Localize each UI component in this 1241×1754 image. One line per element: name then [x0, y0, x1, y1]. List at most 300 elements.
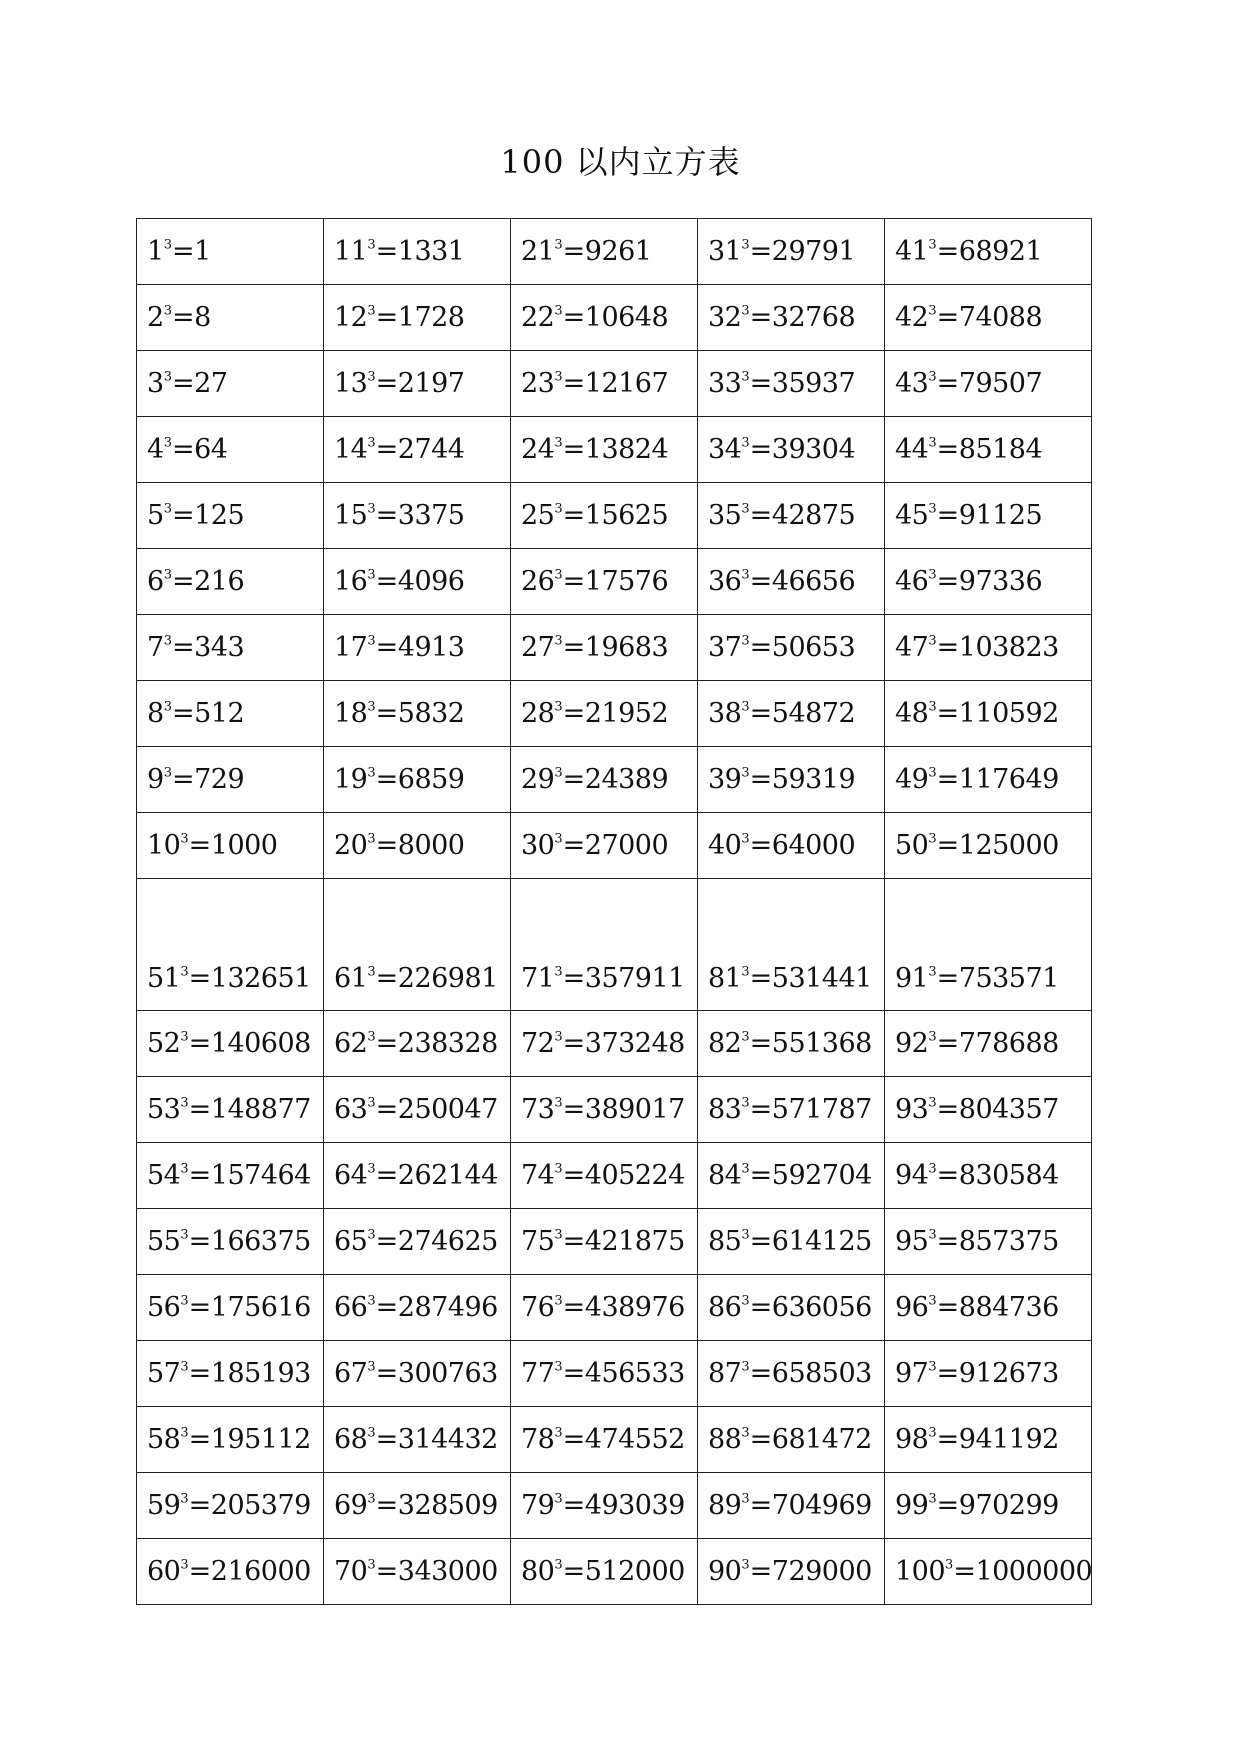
cube-value: 531441 [771, 963, 872, 994]
cube-cell: $30^3=27000$ [511, 813, 698, 879]
cube-value: 343000 [397, 1556, 498, 1587]
cube-value: 1 [194, 236, 211, 267]
cube-exponent: 3 [928, 369, 937, 385]
cube-cell: $20^3=8000$ [324, 813, 511, 879]
cube-value: 5832 [397, 698, 465, 729]
cube-cell: $68^3=314432$ [324, 1407, 511, 1473]
cube-exponent: 3 [180, 1161, 189, 1177]
cube-value: 4913 [397, 632, 465, 663]
cube-base: 24 [521, 434, 555, 465]
cube-exponent: 3 [554, 1425, 563, 1441]
cube-cell: $2^3=8$ [137, 285, 324, 351]
cube-value: 3375 [397, 500, 465, 531]
cube-value: 59319 [771, 764, 856, 795]
cube-exponent: 3 [741, 1227, 750, 1243]
cube-cell: $95^3=857375$ [885, 1209, 1092, 1275]
cube-exponent: 3 [554, 1359, 563, 1375]
cube-cell: $80^3=512000$ [511, 1539, 698, 1605]
cube-cell: $17^3=4913$ [324, 615, 511, 681]
cube-value: 300763 [397, 1358, 498, 1389]
cube-exponent: 3 [928, 303, 937, 319]
table-row [137, 1209, 1092, 1275]
cube-value: 1000000 [975, 1556, 1093, 1587]
cube-value: 551368 [771, 1028, 872, 1059]
cube-table-body [137, 219, 1092, 1605]
cube-base: 84 [708, 1160, 742, 1191]
cube-exponent: 3 [554, 1227, 563, 1243]
cube-exponent: 3 [180, 1491, 189, 1507]
cube-base: 69 [334, 1490, 368, 1521]
cube-value: 778688 [958, 1028, 1059, 1059]
cube-cell: $70^3=343000$ [324, 1539, 511, 1605]
cube-base: 8 [147, 698, 164, 729]
cube-cell: $3^3=27$ [137, 351, 324, 417]
cube-cell: $1^3=1$ [137, 219, 324, 285]
cube-exponent: 3 [741, 633, 750, 649]
cube-cell: $24^3=13824$ [511, 417, 698, 483]
cube-cell: $35^3=42875$ [698, 483, 885, 549]
cube-value: 1000 [210, 830, 278, 861]
cube-value: 357911 [584, 963, 685, 994]
cube-exponent: 3 [367, 1359, 376, 1375]
table-row [137, 1341, 1092, 1407]
cube-value: 140608 [210, 1028, 311, 1059]
cube-exponent: 3 [163, 699, 172, 715]
cube-base: 55 [147, 1226, 181, 1257]
cube-exponent: 3 [554, 1161, 563, 1177]
cube-cell: $12^3=1728$ [324, 285, 511, 351]
table-row [137, 615, 1092, 681]
cube-value: 250047 [397, 1094, 498, 1125]
cube-cell: $57^3=185193$ [137, 1341, 324, 1407]
cube-cell: $18^3=5832$ [324, 681, 511, 747]
cube-cell: $8^3=512$ [137, 681, 324, 747]
cube-cell: $27^3=19683$ [511, 615, 698, 681]
cube-cell: $26^3=17576$ [511, 549, 698, 615]
cube-exponent: 3 [928, 1029, 937, 1045]
cube-cell: $87^3=658503$ [698, 1341, 885, 1407]
cube-exponent: 3 [180, 964, 189, 980]
cube-value: 24389 [584, 764, 669, 795]
cube-exponent: 3 [741, 1029, 750, 1045]
cube-cell: $34^3=39304$ [698, 417, 885, 483]
cube-cell: $55^3=166375$ [137, 1209, 324, 1275]
cube-base: 98 [895, 1424, 929, 1455]
cube-cell: $9^3=729$ [137, 747, 324, 813]
cube-cell: $92^3=778688$ [885, 1011, 1092, 1077]
cube-exponent: 3 [554, 964, 563, 980]
cube-exponent: 3 [928, 435, 937, 451]
cube-base: 99 [895, 1490, 929, 1521]
cube-exponent: 3 [741, 369, 750, 385]
cube-exponent: 3 [180, 1029, 189, 1045]
cube-cell: $71^3=357911$ [511, 879, 698, 1011]
cube-exponent: 3 [928, 237, 937, 253]
cube-exponent: 3 [928, 1227, 937, 1243]
cube-cell: $47^3=103823$ [885, 615, 1092, 681]
cube-value: 21952 [584, 698, 669, 729]
cube-base: 48 [895, 698, 929, 729]
cube-base: 52 [147, 1028, 181, 1059]
cube-cell: $56^3=175616$ [137, 1275, 324, 1341]
cube-cell: $5^3=125$ [137, 483, 324, 549]
table-row [137, 285, 1092, 351]
cube-base: 42 [895, 302, 929, 333]
cube-exponent: 3 [554, 1293, 563, 1309]
cube-cell: $50^3=125000$ [885, 813, 1092, 879]
cube-exponent: 3 [928, 501, 937, 517]
table-row [137, 1077, 1092, 1143]
cube-value: 1728 [397, 302, 465, 333]
cube-base: 31 [708, 236, 742, 267]
cube-value: 636056 [771, 1292, 872, 1323]
cube-base: 92 [895, 1028, 929, 1059]
cube-base: 47 [895, 632, 929, 663]
cube-cell: $52^3=140608$ [137, 1011, 324, 1077]
cube-base: 65 [334, 1226, 368, 1257]
cube-base: 53 [147, 1094, 181, 1125]
cube-base: 5 [147, 500, 164, 531]
cube-value: 216000 [210, 1556, 311, 1587]
cube-value: 110592 [958, 698, 1059, 729]
cube-exponent: 3 [928, 1425, 937, 1441]
cube-value: 74088 [958, 302, 1043, 333]
cube-base: 82 [708, 1028, 742, 1059]
cube-base: 25 [521, 500, 555, 531]
cube-exponent: 3 [928, 1491, 937, 1507]
cube-cell: $72^3=373248$ [511, 1011, 698, 1077]
cube-value: 421875 [584, 1226, 685, 1257]
cube-value: 9261 [584, 236, 652, 267]
cube-exponent: 3 [367, 1161, 376, 1177]
cube-exponent: 3 [945, 1557, 954, 1573]
cube-exponent: 3 [163, 303, 172, 319]
cube-value: 216 [194, 566, 245, 597]
cube-exponent: 3 [741, 435, 750, 451]
cube-base: 15 [334, 500, 368, 531]
cube-value: 343 [194, 632, 245, 663]
cube-value: 592704 [771, 1160, 872, 1191]
cube-base: 46 [895, 566, 929, 597]
cube-value: 704969 [771, 1490, 872, 1521]
cube-base: 76 [521, 1292, 555, 1323]
cube-value: 941192 [958, 1424, 1059, 1455]
cube-cell: $64^3=262144$ [324, 1143, 511, 1209]
cube-value: 658503 [771, 1358, 872, 1389]
cube-cell: $58^3=195112$ [137, 1407, 324, 1473]
cube-base: 37 [708, 632, 742, 663]
cube-exponent: 3 [367, 501, 376, 517]
cube-value: 804357 [958, 1094, 1059, 1125]
cube-exponent: 3 [367, 1557, 376, 1573]
cube-cell: $79^3=493039$ [511, 1473, 698, 1539]
cube-cell: $31^3=29791$ [698, 219, 885, 285]
cube-cell: $28^3=21952$ [511, 681, 698, 747]
cube-base: 23 [521, 368, 555, 399]
cube-exponent: 3 [741, 237, 750, 253]
cube-cell: $62^3=238328$ [324, 1011, 511, 1077]
cube-base: 45 [895, 500, 929, 531]
cube-exponent: 3 [741, 567, 750, 583]
table-row [137, 549, 1092, 615]
cube-value: 830584 [958, 1160, 1059, 1191]
cube-base: 73 [521, 1094, 555, 1125]
cube-base: 29 [521, 764, 555, 795]
table-row [137, 219, 1092, 285]
cube-value: 857375 [958, 1226, 1059, 1257]
cube-exponent: 3 [928, 1293, 937, 1309]
cube-cell: $22^3=10648$ [511, 285, 698, 351]
cube-base: 81 [708, 963, 742, 994]
cube-cell: $97^3=912673$ [885, 1341, 1092, 1407]
cube-cell: $89^3=704969$ [698, 1473, 885, 1539]
cube-exponent: 3 [741, 303, 750, 319]
cube-exponent: 3 [367, 831, 376, 847]
cube-cell: $4^3=64$ [137, 417, 324, 483]
cube-exponent: 3 [180, 1227, 189, 1243]
cube-exponent: 3 [367, 633, 376, 649]
cube-cell: $7^3=343$ [137, 615, 324, 681]
cube-exponent: 3 [367, 567, 376, 583]
cube-base: 83 [708, 1094, 742, 1125]
cube-value: 125000 [958, 830, 1059, 861]
cube-cell: $32^3=32768$ [698, 285, 885, 351]
cube-base: 39 [708, 764, 742, 795]
cube-base: 17 [334, 632, 368, 663]
cube-exponent: 3 [741, 1425, 750, 1441]
cube-exponent: 3 [928, 633, 937, 649]
cube-value: 314432 [397, 1424, 498, 1455]
table-row [137, 1539, 1092, 1605]
cube-base: 62 [334, 1028, 368, 1059]
cube-exponent: 3 [928, 1359, 937, 1375]
cube-value: 1331 [397, 236, 465, 267]
table-row [137, 879, 1092, 1011]
cube-value: 19683 [584, 632, 669, 663]
cube-exponent: 3 [741, 1557, 750, 1573]
cube-cell: $69^3=328509$ [324, 1473, 511, 1539]
cube-value: 571787 [771, 1094, 872, 1125]
cube-cell: $94^3=830584$ [885, 1143, 1092, 1209]
cube-base: 3 [147, 368, 164, 399]
cube-exponent: 3 [180, 1425, 189, 1441]
cube-base: 75 [521, 1226, 555, 1257]
cube-base: 95 [895, 1226, 929, 1257]
cube-base: 88 [708, 1424, 742, 1455]
cube-base: 50 [895, 830, 929, 861]
cube-base: 86 [708, 1292, 742, 1323]
cube-base: 49 [895, 764, 929, 795]
cube-cell: $43^3=79507$ [885, 351, 1092, 417]
cube-cell: $91^3=753571$ [885, 879, 1092, 1011]
cube-exponent: 3 [741, 831, 750, 847]
cube-value: 8000 [397, 830, 465, 861]
cube-exponent: 3 [554, 1029, 563, 1045]
cube-value: 35937 [771, 368, 856, 399]
cube-base: 89 [708, 1490, 742, 1521]
cube-value: 226981 [397, 963, 498, 994]
cube-cell: $98^3=941192$ [885, 1407, 1092, 1473]
cube-exponent: 3 [741, 765, 750, 781]
cube-exponent: 3 [554, 237, 563, 253]
cube-value: 175616 [210, 1292, 311, 1323]
cube-value: 85184 [958, 434, 1043, 465]
cube-value: 2197 [397, 368, 465, 399]
cube-base: 66 [334, 1292, 368, 1323]
cube-value: 97336 [958, 566, 1043, 597]
cube-base: 2 [147, 302, 164, 333]
cube-value: 8 [194, 302, 211, 333]
cube-base: 51 [147, 963, 181, 994]
cube-cell: $38^3=54872$ [698, 681, 885, 747]
cube-exponent: 3 [367, 303, 376, 319]
cube-exponent: 3 [367, 1425, 376, 1441]
cube-base: 54 [147, 1160, 181, 1191]
cube-base: 40 [708, 830, 742, 861]
cube-cell: $90^3=729000$ [698, 1539, 885, 1605]
cube-cell: $13^3=2197$ [324, 351, 511, 417]
cube-base: 26 [521, 566, 555, 597]
cube-value: 970299 [958, 1490, 1059, 1521]
cube-exponent: 3 [928, 1095, 937, 1111]
cube-cell: $16^3=4096$ [324, 549, 511, 615]
cube-cell: $25^3=15625$ [511, 483, 698, 549]
cube-base: 78 [521, 1424, 555, 1455]
cube-cell: $46^3=97336$ [885, 549, 1092, 615]
cube-exponent: 3 [554, 501, 563, 517]
cube-cell: $54^3=157464$ [137, 1143, 324, 1209]
cube-base: 13 [334, 368, 368, 399]
cube-value: 54872 [771, 698, 856, 729]
cube-exponent: 3 [554, 1491, 563, 1507]
cube-value: 753571 [958, 963, 1059, 994]
cube-base: 63 [334, 1094, 368, 1125]
cube-value: 6859 [397, 764, 465, 795]
cube-value: 456533 [584, 1358, 685, 1389]
cube-exponent: 3 [741, 501, 750, 517]
cube-base: 77 [521, 1358, 555, 1389]
cube-base: 67 [334, 1358, 368, 1389]
cube-cell: $60^3=216000$ [137, 1539, 324, 1605]
cube-base: 20 [334, 830, 368, 861]
cube-value: 328509 [397, 1490, 498, 1521]
cube-exponent: 3 [367, 1095, 376, 1111]
cube-cell: $86^3=636056$ [698, 1275, 885, 1341]
cube-base: 59 [147, 1490, 181, 1521]
table-row [137, 1143, 1092, 1209]
cube-cell: $48^3=110592$ [885, 681, 1092, 747]
cube-value: 42875 [771, 500, 856, 531]
cube-value: 729000 [771, 1556, 872, 1587]
cube-cell: $44^3=85184$ [885, 417, 1092, 483]
cube-exponent: 3 [741, 1095, 750, 1111]
cube-exponent: 3 [367, 964, 376, 980]
cube-base: 100 [895, 1556, 946, 1587]
cube-base: 18 [334, 698, 368, 729]
cube-base: 36 [708, 566, 742, 597]
cube-cell: $53^3=148877$ [137, 1077, 324, 1143]
cube-exponent: 3 [928, 765, 937, 781]
cube-value: 125 [194, 500, 245, 531]
cube-exponent: 3 [554, 633, 563, 649]
cube-cell: $73^3=389017$ [511, 1077, 698, 1143]
cube-cell: $21^3=9261$ [511, 219, 698, 285]
cube-base: 56 [147, 1292, 181, 1323]
page-title: 100 以内立方表 [500, 143, 741, 181]
cube-exponent: 3 [180, 1293, 189, 1309]
cube-cell: $40^3=64000$ [698, 813, 885, 879]
cube-value: 512000 [584, 1556, 685, 1587]
cube-value: 117649 [958, 764, 1059, 795]
cube-cell: $10^3=1000$ [137, 813, 324, 879]
cube-exponent: 3 [163, 237, 172, 253]
cube-exponent: 3 [180, 1359, 189, 1375]
cube-base: 22 [521, 302, 555, 333]
cube-base: 94 [895, 1160, 929, 1191]
cube-value: 148877 [210, 1094, 311, 1125]
cube-value: 287496 [397, 1292, 498, 1323]
cube-base: 74 [521, 1160, 555, 1191]
cube-exponent: 3 [367, 1293, 376, 1309]
cube-base: 60 [147, 1556, 181, 1587]
cube-cell: $36^3=46656$ [698, 549, 885, 615]
cube-base: 6 [147, 566, 164, 597]
cube-value: 884736 [958, 1292, 1059, 1323]
cube-cell: $11^3=1331$ [324, 219, 511, 285]
cube-cell: $41^3=68921$ [885, 219, 1092, 285]
cube-value: 493039 [584, 1490, 685, 1521]
table-row [137, 1407, 1092, 1473]
cube-value: 389017 [584, 1094, 685, 1125]
cube-exponent: 3 [163, 501, 172, 517]
cube-value: 32768 [771, 302, 856, 333]
cube-exponent: 3 [367, 369, 376, 385]
cube-base: 85 [708, 1226, 742, 1257]
cube-value: 27 [194, 368, 228, 399]
cube-base: 27 [521, 632, 555, 663]
cube-exponent: 3 [741, 1491, 750, 1507]
cube-base: 44 [895, 434, 929, 465]
cube-value: 274625 [397, 1226, 498, 1257]
cube-value: 50653 [771, 632, 856, 663]
cube-exponent: 3 [367, 1029, 376, 1045]
cube-exponent: 3 [163, 633, 172, 649]
cube-exponent: 3 [367, 699, 376, 715]
cube-cell: $65^3=274625$ [324, 1209, 511, 1275]
cube-value: 13824 [584, 434, 669, 465]
cube-cell: $42^3=74088$ [885, 285, 1092, 351]
cube-value: 4096 [397, 566, 465, 597]
cube-exponent: 3 [180, 1557, 189, 1573]
cube-base: 32 [708, 302, 742, 333]
cube-value: 438976 [584, 1292, 685, 1323]
cube-cell: $51^3=132651$ [137, 879, 324, 1011]
cube-exponent: 3 [554, 303, 563, 319]
cube-cell: $81^3=531441$ [698, 879, 885, 1011]
cube-base: 96 [895, 1292, 929, 1323]
cube-exponent: 3 [928, 831, 937, 847]
cube-exponent: 3 [180, 1095, 189, 1111]
table-row [137, 351, 1092, 417]
table-row [137, 1011, 1092, 1077]
cube-exponent: 3 [554, 765, 563, 781]
cube-exponent: 3 [741, 964, 750, 980]
cube-cell: $15^3=3375$ [324, 483, 511, 549]
cube-exponent: 3 [180, 831, 189, 847]
cube-value: 405224 [584, 1160, 685, 1191]
cube-cell: $6^3=216$ [137, 549, 324, 615]
cube-value: 157464 [210, 1160, 311, 1191]
